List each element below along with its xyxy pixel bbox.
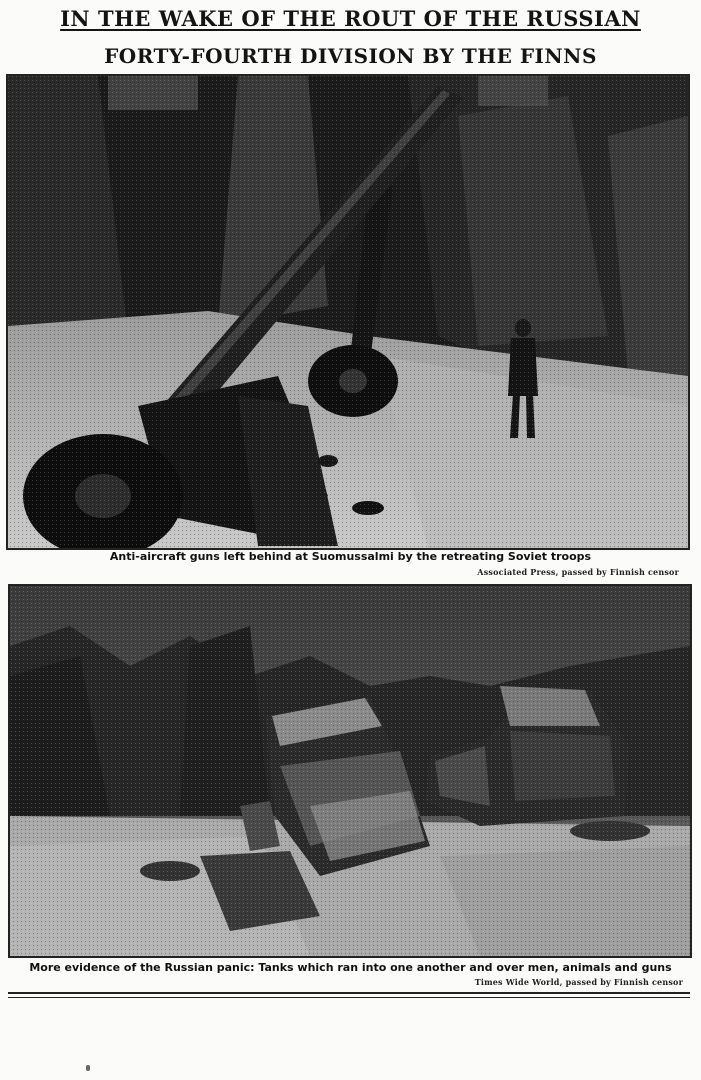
scan-speck	[86, 1065, 90, 1071]
bottom-rule-thick	[8, 992, 690, 994]
photo-crashed-tanks	[8, 584, 692, 958]
photo1-caption: Anti-aircraft guns left behind at Suomussalmi by the retreating Soviet troops	[109, 550, 592, 563]
bottom-rule-thin	[8, 997, 690, 998]
headline-line-1: IN THE WAKE OF THE ROUT OF THE RUSSIAN	[60, 6, 641, 31]
photo1-credit: Associated Press, passed by Finnish censor	[477, 567, 679, 577]
photo-anti-aircraft-guns-image	[8, 76, 688, 548]
photo-anti-aircraft-guns	[6, 74, 690, 550]
photo2-caption: More evidence of the Russian panic: Tanks which ran into one another and over men, animals and guns	[29, 961, 672, 974]
photo-crashed-tanks-image	[10, 586, 690, 956]
photo2-credit: Times Wide World, passed by Finnish censor	[474, 977, 683, 987]
headline-line-2: FORTY-FOURTH DIVISION BY THE FINNS	[104, 44, 597, 68]
